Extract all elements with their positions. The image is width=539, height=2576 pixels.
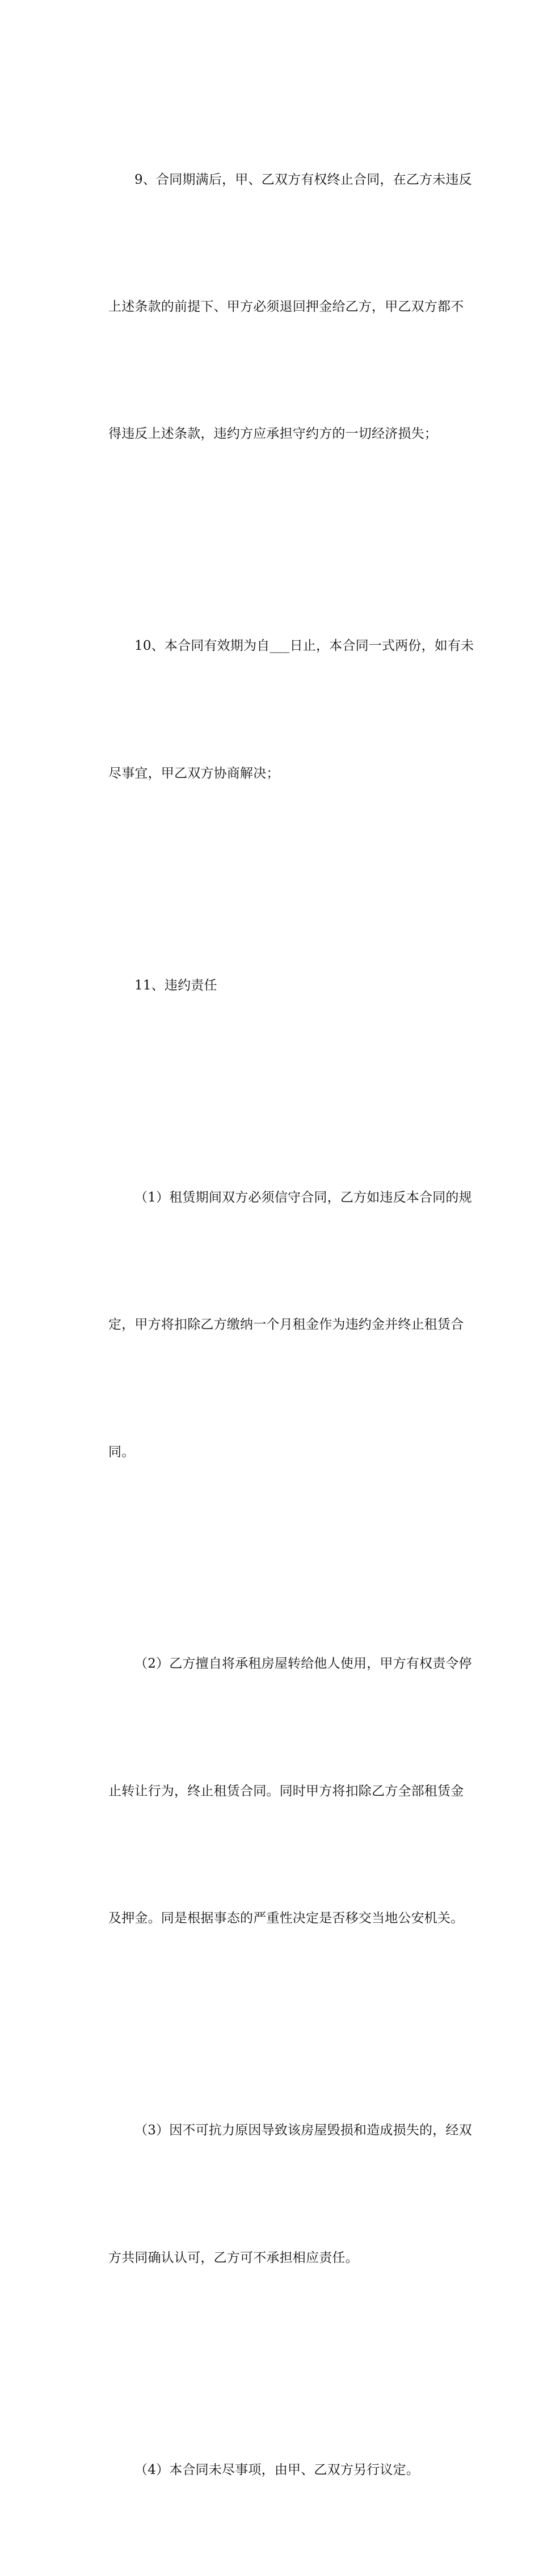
text-line: 得违反上述条款，违约方应承担守约方的一切经济损失； [108, 426, 437, 442]
text-line: 及押金。同是根据事态的严重性决定是否移交当地公安机关。 [108, 1911, 464, 1926]
text-line: 同。 [108, 1444, 135, 1460]
clause-10 [82, 540, 474, 879]
document-body [82, 74, 474, 2576]
text-line: （4）本合同未尽事项，由甲、乙双方另行议定。 [134, 2462, 420, 2477]
text-line: 10、本合同有效期为自___日止，本合同一式两份，如有未 [134, 638, 474, 654]
text-line: 9、合同期满后，甲、乙双方有权终止合同，在乙方未违反 [134, 172, 472, 187]
text-line: 止转让行为，终止租赁合同。同时甲方将扣除乙方全部租赁金 [108, 1783, 464, 1799]
text-line: 尽事宜，甲乙双方协商解决； [108, 765, 280, 781]
text-line: （3）因不可抗力原因导致该房屋毁损和造成损失的，经双 [134, 2123, 472, 2138]
text-line: 上述条款的前提下、甲方必须退回押金给乙方，甲乙双方都不 [108, 299, 464, 314]
clause-11-heading [82, 879, 460, 1092]
text-line: 方共同确认认可，乙方可不承担相应责任。 [108, 2250, 359, 2265]
text-line: （2）乙方擅自将承租房屋转给他人使用，甲方有权责令停 [134, 1656, 472, 1672]
clause-11-item-4 [82, 2364, 460, 2576]
text-line: 11、违约责任 [134, 978, 217, 993]
text-line: 定，甲方将扣除乙方缴纳一个月租金作为违约金并终止租赁合 [108, 1317, 464, 1333]
clause-9 [82, 74, 472, 540]
clause-11-item-1 [82, 1092, 472, 1558]
text-line: （1）租赁期间双方必须信守合同，乙方如违反本合同的规 [134, 1190, 472, 1205]
clause-11-item-2 [82, 1558, 472, 2025]
clause-11-item-3 [82, 2025, 472, 2364]
